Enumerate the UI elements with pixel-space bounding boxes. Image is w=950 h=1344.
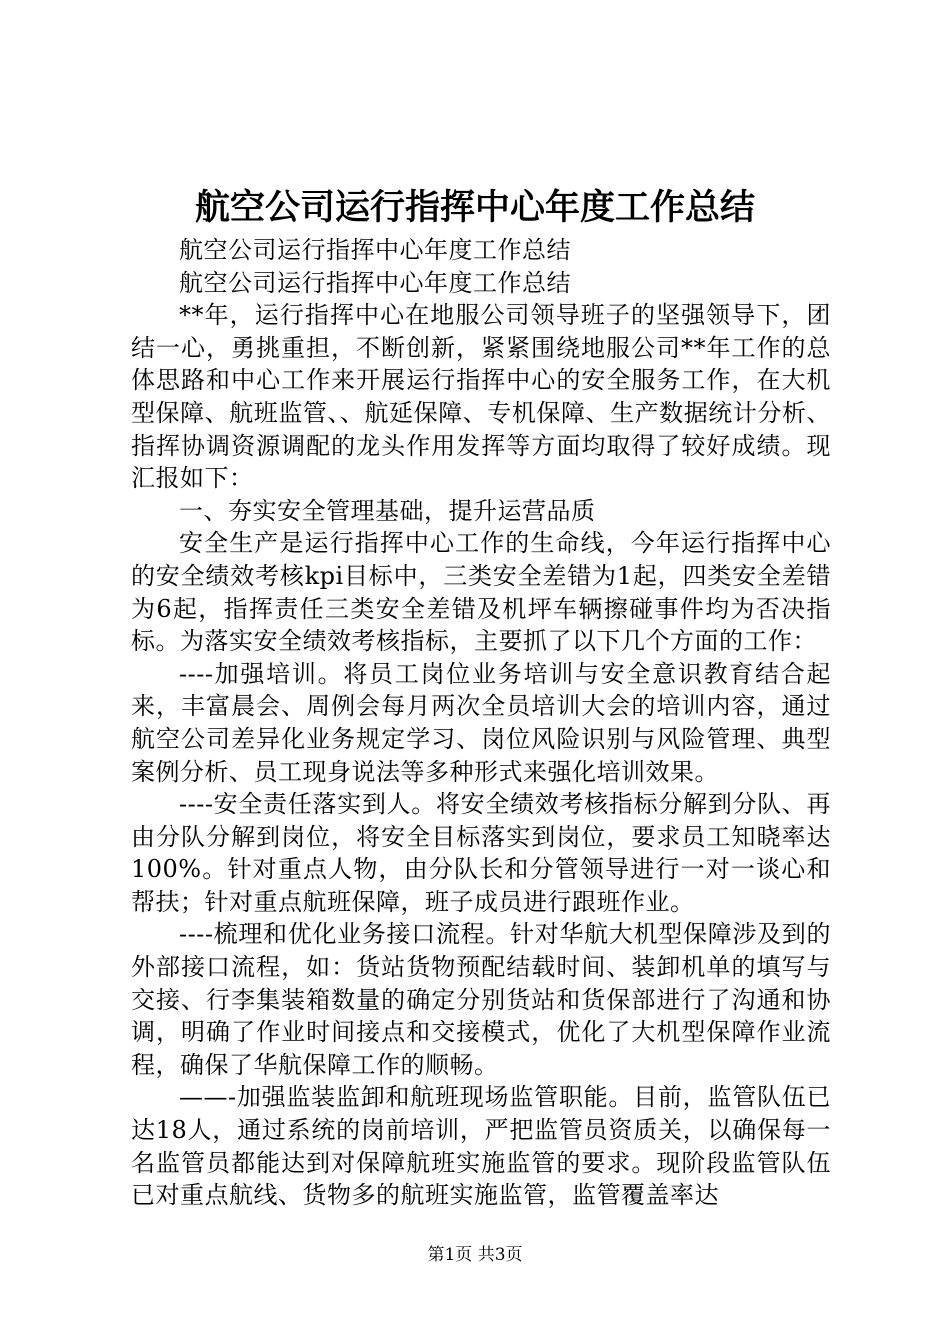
body-paragraph: ——-加强监装监卸和航班现场监管职能。目前，监管队伍已达18人，通过系统的岗前培训，严把监管员资质关，以确保每一名监管员都能达到对保障航班实施监管的要求。现阶段监管队伍已对重点航线、货物多的航班实施监管，监管覆盖率达 bbox=[131, 1083, 831, 1210]
body-paragraph: ----加强培训。将员工岗位业务培训与安全意识教育结合起来，丰富晨会、周例会每月两次全员培训大会的培训内容，通过航空公司差异化业务规定学习、岗位风险识别与风险管理、典型案例分析、员工现身说法等多种形式来强化培训效果。 bbox=[131, 659, 831, 786]
document-body bbox=[131, 234, 831, 1212]
subtitle-line-2: 航空公司运行指挥中心年度工作总结 bbox=[179, 268, 571, 297]
page-number-footer: 第1页 共3页 bbox=[427, 1245, 523, 1265]
subtitle-line-1: 航空公司运行指挥中心年度工作总结 bbox=[179, 236, 571, 264]
body-paragraph: ----梳理和优化业务接口流程。针对华航大机型保障涉及到的外部接口流程，如：货站货物预配结载时间、装卸机单的填写与交接、行李集装箱数量的确定分别货站和货保部进行了沟通和协调，明确了作业时间接点和交接模式，优化了大机型保障作业流程，确保了华航保障工作的顺畅。 bbox=[131, 920, 831, 1079]
section-heading-1: 一、夯实安全管理基础，提升运营品质 bbox=[179, 496, 596, 525]
document-title: 航空公司运行指挥中心年度工作总结 bbox=[194, 187, 755, 228]
intro-paragraph: **年，运行指挥中心在地服公司领导班子的坚强领导下，团结一心，勇挑重担，不断创新，紧紧围绕地服公司**年工作的总体思路和中心工作来开展运行指挥中心的安全服务工作，在大机型保障、航班监管、、航延保障、专机保障、生产数据统计分析、指挥协调资源调配的龙头作用发挥等方面均取得了较好成绩。现汇报如下： bbox=[131, 301, 831, 493]
body-paragraph: ----安全责任落实到人。将安全绩效考核指标分解到分队、再由分队分解到岗位，将安全目标落实到岗位，要求员工知晓率达100%。针对重点人物，由分队长和分管领导进行一对一谈心和帮扶；针对重点航班保障，班子成员进行跟班作业。 bbox=[131, 790, 831, 916]
body-paragraph: 安全生产是运行指挥中心工作的生命线，今年运行指挥中心的安全绩效考核kpi目标中，三类安全差错为1起，四类安全差错为6起，指挥责任三类安全差错及机坪车辆擦碰事件均为否决指标。为落实安全绩效考核指标，主要抓了以下几个方面的工作： bbox=[131, 529, 831, 656]
